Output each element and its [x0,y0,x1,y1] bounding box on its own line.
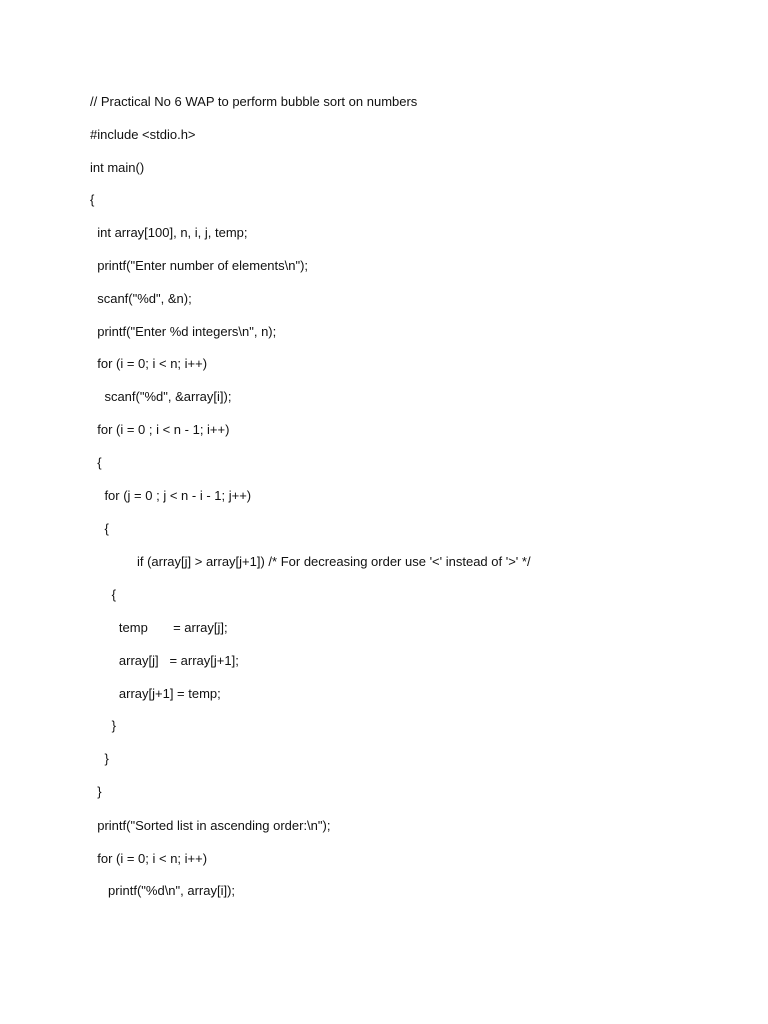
code-line-12: { [90,455,102,470]
code-line-21: } [90,751,109,766]
code-line-23: printf("Sorted list in ascending order:\n"); [90,818,331,833]
code-line-18: array[j] = array[j+1]; [90,653,239,668]
code-line-2: #include <stdio.h> [90,127,196,142]
code-line-15: if (array[j] > array[j+1]) /* For decreasing order use '<' instead of '>' */ [90,554,531,569]
code-line-1: // Practical No 6 WAP to perform bubble sort on numbers [90,94,418,109]
code-line-6: printf("Enter number of elements\n"); [90,258,309,273]
code-line-9: for (i = 0; i < n; i++) [90,356,208,371]
code-line-4: { [90,192,95,207]
code-line-19: array[j+1] = temp; [90,686,221,701]
code-line-17: temp = array[j]; [90,620,228,635]
code-line-24: for (i = 0; i < n; i++) [90,851,208,866]
code-line-25: printf("%d\n", array[i]); [90,883,236,898]
code-line-13: for (j = 0 ; j < n - i - 1; j++) [90,488,252,503]
code-line-3: int main() [90,160,145,175]
code-line-20: } [90,718,117,733]
code-line-10: scanf("%d", &array[i]); [90,389,232,404]
code-line-11: for (i = 0 ; i < n - 1; i++) [90,422,230,437]
code-line-7: scanf("%d", &n); [90,291,192,306]
code-line-14: { [90,521,109,536]
code-line-22: } [90,784,102,799]
code-line-8: printf("Enter %d integers\n", n); [90,324,277,339]
code-line-16: { [90,587,117,602]
code-line-5: int array[100], n, i, j, temp; [90,225,248,240]
